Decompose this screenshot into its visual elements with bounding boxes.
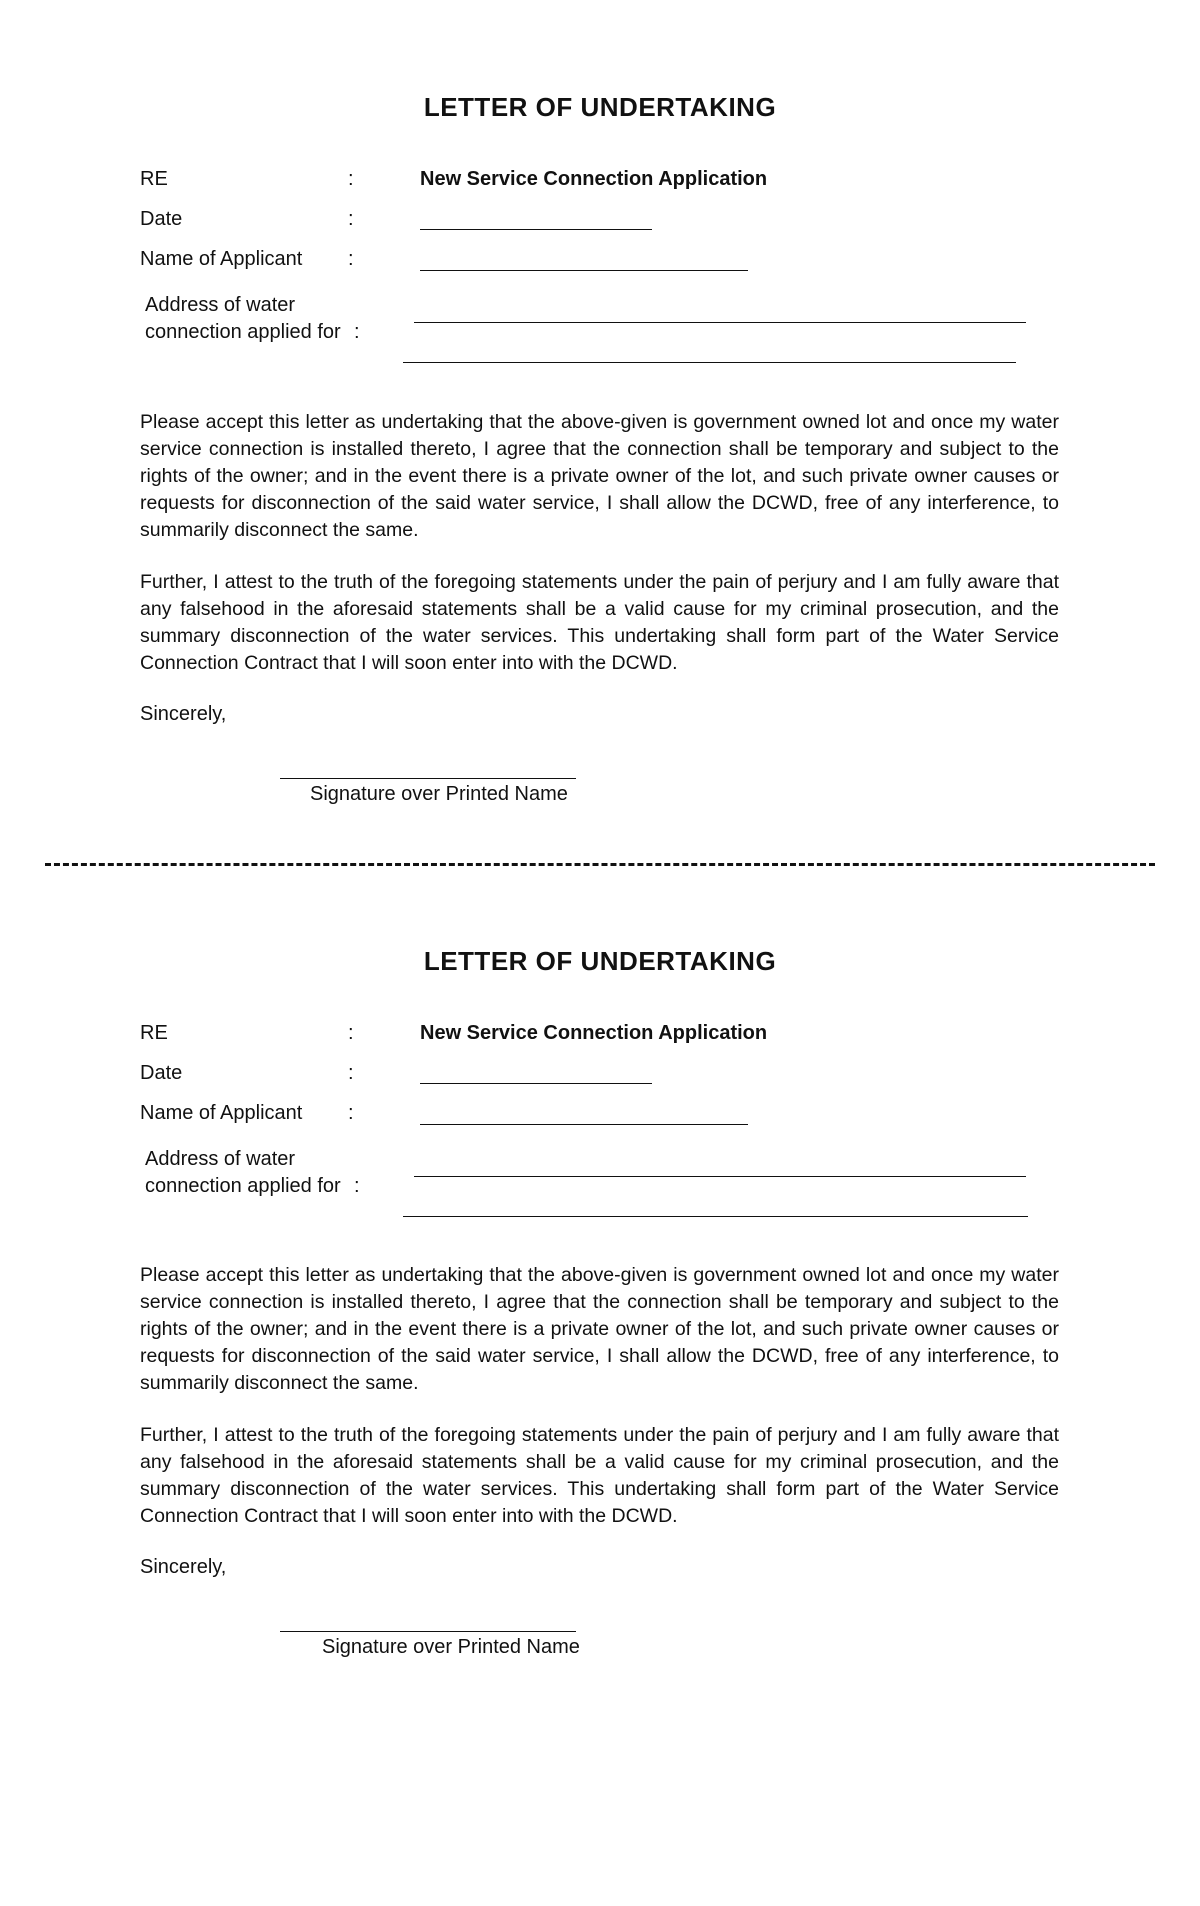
letter-title: LETTER OF UNDERTAKING bbox=[423, 92, 777, 122]
closing-sincerely: Sincerely, bbox=[140, 1556, 227, 1578]
applicant-name-colon: : bbox=[348, 1102, 354, 1124]
re-value: New Service Connection Application bbox=[420, 1022, 768, 1044]
address-label-line2: connection applied for bbox=[145, 321, 341, 343]
date-colon: : bbox=[348, 208, 354, 230]
address-colon: : bbox=[354, 1175, 360, 1197]
re-value: New Service Connection Application bbox=[420, 168, 768, 190]
applicant-name-colon: : bbox=[348, 248, 354, 270]
closing-sincerely: Sincerely, bbox=[140, 703, 227, 725]
applicant-name-label: Name of Applicant bbox=[140, 1102, 303, 1124]
address-field-line-1[interactable] bbox=[414, 1176, 1026, 1177]
address-field-line-2[interactable] bbox=[403, 1216, 1028, 1217]
applicant-name-field-line[interactable] bbox=[420, 1124, 748, 1125]
re-colon: : bbox=[348, 168, 354, 190]
paragraph-attestation: Further, I attest to the truth of the foregoing statements under the pain of perjury and I am fully aware that any falsehood in the aforesaid statements shall be a valid cause for my criminal prosecution, and the summary disconnection of the water services. This undertaking shall form part of the Water Service Connection Contract that I will soon enter into with the DCWD. bbox=[140, 571, 1059, 674]
re-colon: : bbox=[348, 1022, 354, 1044]
applicant-name-label: Name of Applicant bbox=[140, 248, 303, 270]
address-label-line1: Address of water bbox=[145, 294, 296, 316]
address-label-line1: Address of water bbox=[145, 1148, 296, 1170]
cut-separator-line bbox=[45, 863, 1155, 866]
address-colon: : bbox=[354, 321, 360, 343]
paragraph-attestation: Further, I attest to the truth of the foregoing statements under the pain of perjury and I am fully aware that any falsehood in the aforesaid statements shall be a valid cause for my criminal prosecution, and the summary disconnection of the water services. This undertaking shall form part of the Water Service Connection Contract that I will soon enter into with the DCWD. bbox=[140, 1424, 1059, 1527]
signature-label: Signature over Printed Name bbox=[310, 783, 568, 805]
date-label: Date bbox=[140, 208, 183, 230]
letter-title: LETTER OF UNDERTAKING bbox=[423, 946, 777, 976]
signature-line[interactable] bbox=[280, 1631, 576, 1632]
paragraph-undertaking: Please accept this letter as undertaking that the above-given is government owned lot and once my water service connection is installed thereto, I agree that the connection shall be temporary and subject to the rights of the owner; and in the event there is a private owner of the lot, and such private owner causes or requests for disconnection of the said water service, I shall allow the DCWD, free of any interference, to summarily disconnect the same. bbox=[140, 411, 1059, 541]
paragraph-undertaking: Please accept this letter as undertaking that the above-given is government owned lot and once my water service connection is installed thereto, I agree that the connection shall be temporary and subject to the rights of the owner; and in the event there is a private owner of the lot, and such private owner causes or requests for disconnection of the said water service, I shall allow the DCWD, free of any interference, to summarily disconnect the same. bbox=[140, 1264, 1059, 1394]
re-label: RE bbox=[140, 1022, 168, 1044]
date-field-line[interactable] bbox=[420, 1083, 652, 1084]
date-label: Date bbox=[140, 1062, 183, 1084]
signature-label: Signature over Printed Name bbox=[322, 1636, 580, 1658]
re-label: RE bbox=[140, 168, 168, 190]
date-colon: : bbox=[348, 1062, 354, 1084]
address-label-line2: connection applied for bbox=[145, 1175, 341, 1197]
